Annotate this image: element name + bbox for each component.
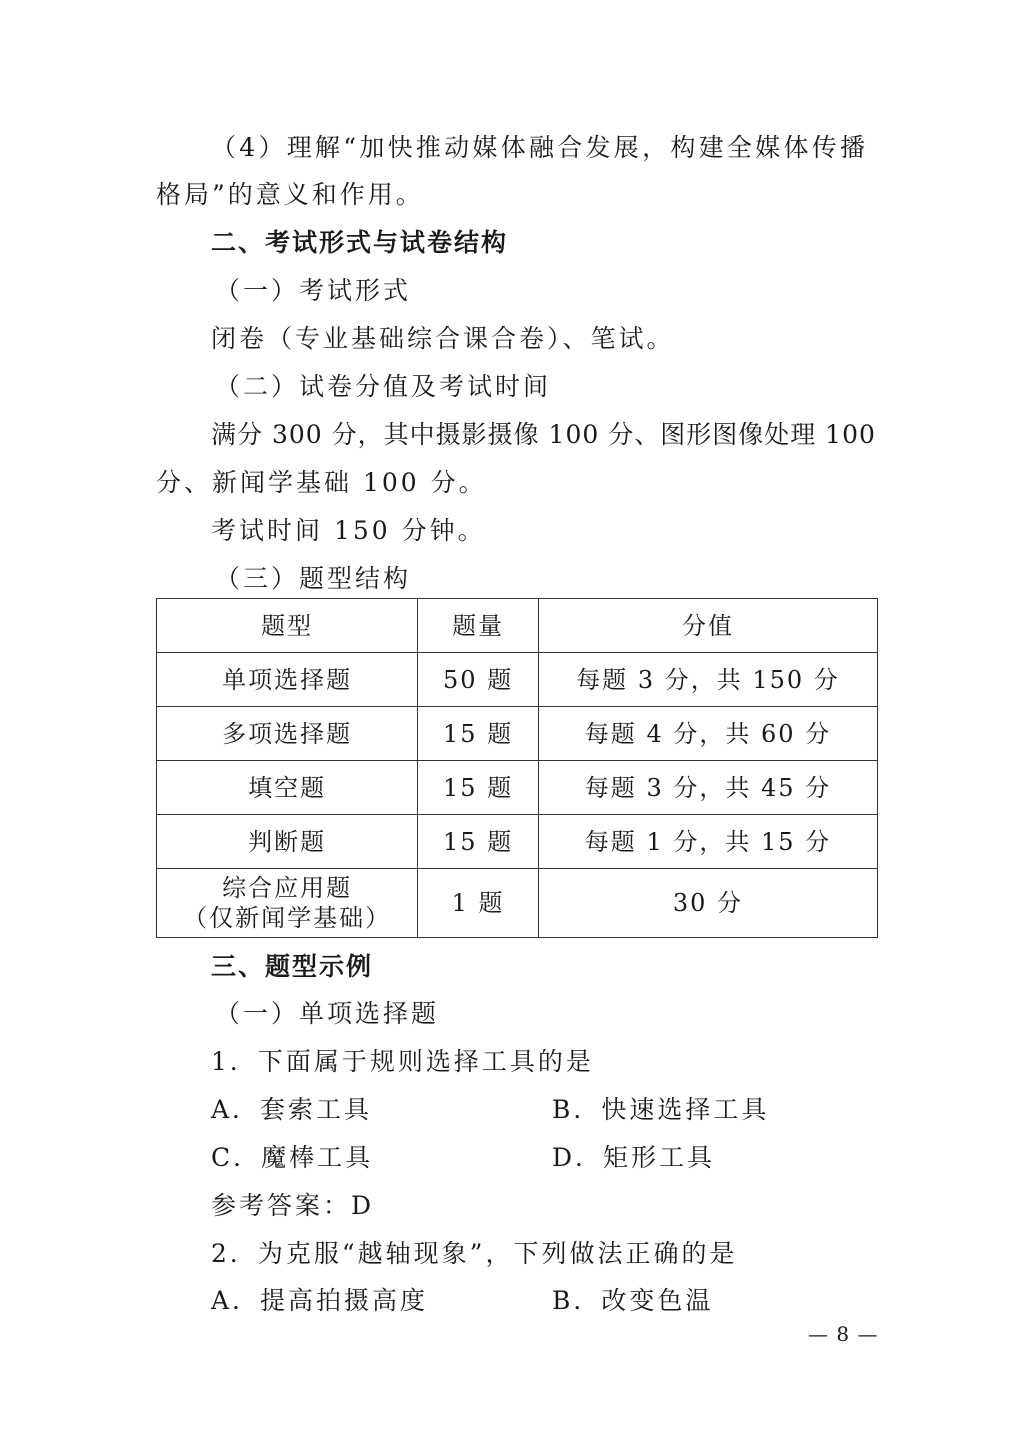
section-heading: 二、考试形式与试卷结构 <box>211 228 509 257</box>
section-heading: 三、题型示例 <box>211 952 374 981</box>
question-stem: 1．下面属于规则选择工具的是 <box>211 1047 594 1076</box>
table-cell-score: 每题 4 分，共 60 分 <box>538 707 877 761</box>
paragraph-line: 满分 300 分，其中摄影摄像 100 分、图形图像处理 100 <box>211 420 876 449</box>
subsection-heading: （一）考试形式 <box>215 276 412 305</box>
table-header-cell: 分值 <box>538 599 877 653</box>
question-stem: 2．为克服“越轴现象”，下列做法正确的是 <box>211 1239 738 1268</box>
table-row <box>157 653 878 707</box>
table-cell-count: 50 题 <box>418 653 539 707</box>
table-cell-count: 15 题 <box>418 761 539 815</box>
paragraph-line: 格局”的意义和作用。 <box>156 180 424 209</box>
reference-answer: 参考答案：D <box>211 1191 375 1220</box>
table-cell-type: 填空题 <box>157 761 418 815</box>
table-cell-type: 单项选择题 <box>157 653 418 707</box>
table-cell-count: 15 题 <box>418 815 539 869</box>
table-cell-score: 每题 3 分，共 150 分 <box>538 653 877 707</box>
table-cell-score: 每题 1 分，共 15 分 <box>538 815 877 869</box>
answer-option: A．套索工具 <box>211 1095 373 1124</box>
table-cell-count: 1 题 <box>418 869 539 938</box>
table-cell-score: 30 分 <box>538 869 877 938</box>
table-header-cell: 题型 <box>157 599 418 653</box>
table-cell-type-line: 综合应用题 <box>222 874 353 902</box>
answer-option: B．改变色温 <box>552 1286 714 1315</box>
subsection-heading: （一）单项选择题 <box>215 999 440 1028</box>
question-type-table <box>156 598 878 938</box>
table-cell-type: 判断题 <box>157 815 418 869</box>
table-header-cell: 题量 <box>418 599 539 653</box>
subsection-heading: （三）题型结构 <box>215 564 412 593</box>
table-row <box>157 869 878 938</box>
table-cell-type <box>157 869 418 938</box>
paragraph-line: （4）理解“加快推动媒体融合发展，构建全媒体传播 <box>211 133 867 162</box>
paragraph-line: 分、新闻学基础 100 分。 <box>156 468 487 497</box>
table-row <box>157 761 878 815</box>
table-row <box>157 707 878 761</box>
table-row <box>157 815 878 869</box>
table-cell-type-line: （仅新闻学基础） <box>183 904 392 932</box>
table-header-row <box>157 599 878 653</box>
table-cell-score: 每题 3 分，共 45 分 <box>538 761 877 815</box>
answer-option: A．提高拍摄高度 <box>211 1286 429 1315</box>
table-cell-count: 15 题 <box>418 707 539 761</box>
answer-option: B．快速选择工具 <box>552 1095 770 1124</box>
answer-option: D．矩形工具 <box>552 1143 716 1172</box>
paragraph-line: 考试时间 150 分钟。 <box>211 516 486 545</box>
answer-option: C．魔棒工具 <box>211 1143 374 1172</box>
table-cell-type: 多项选择题 <box>157 707 418 761</box>
page-number: — 8 — <box>808 1322 879 1346</box>
subsection-heading: （二）试卷分值及考试时间 <box>215 372 552 401</box>
paragraph-line: 闭卷（专业基础综合课合卷）、笔试。 <box>211 324 675 353</box>
